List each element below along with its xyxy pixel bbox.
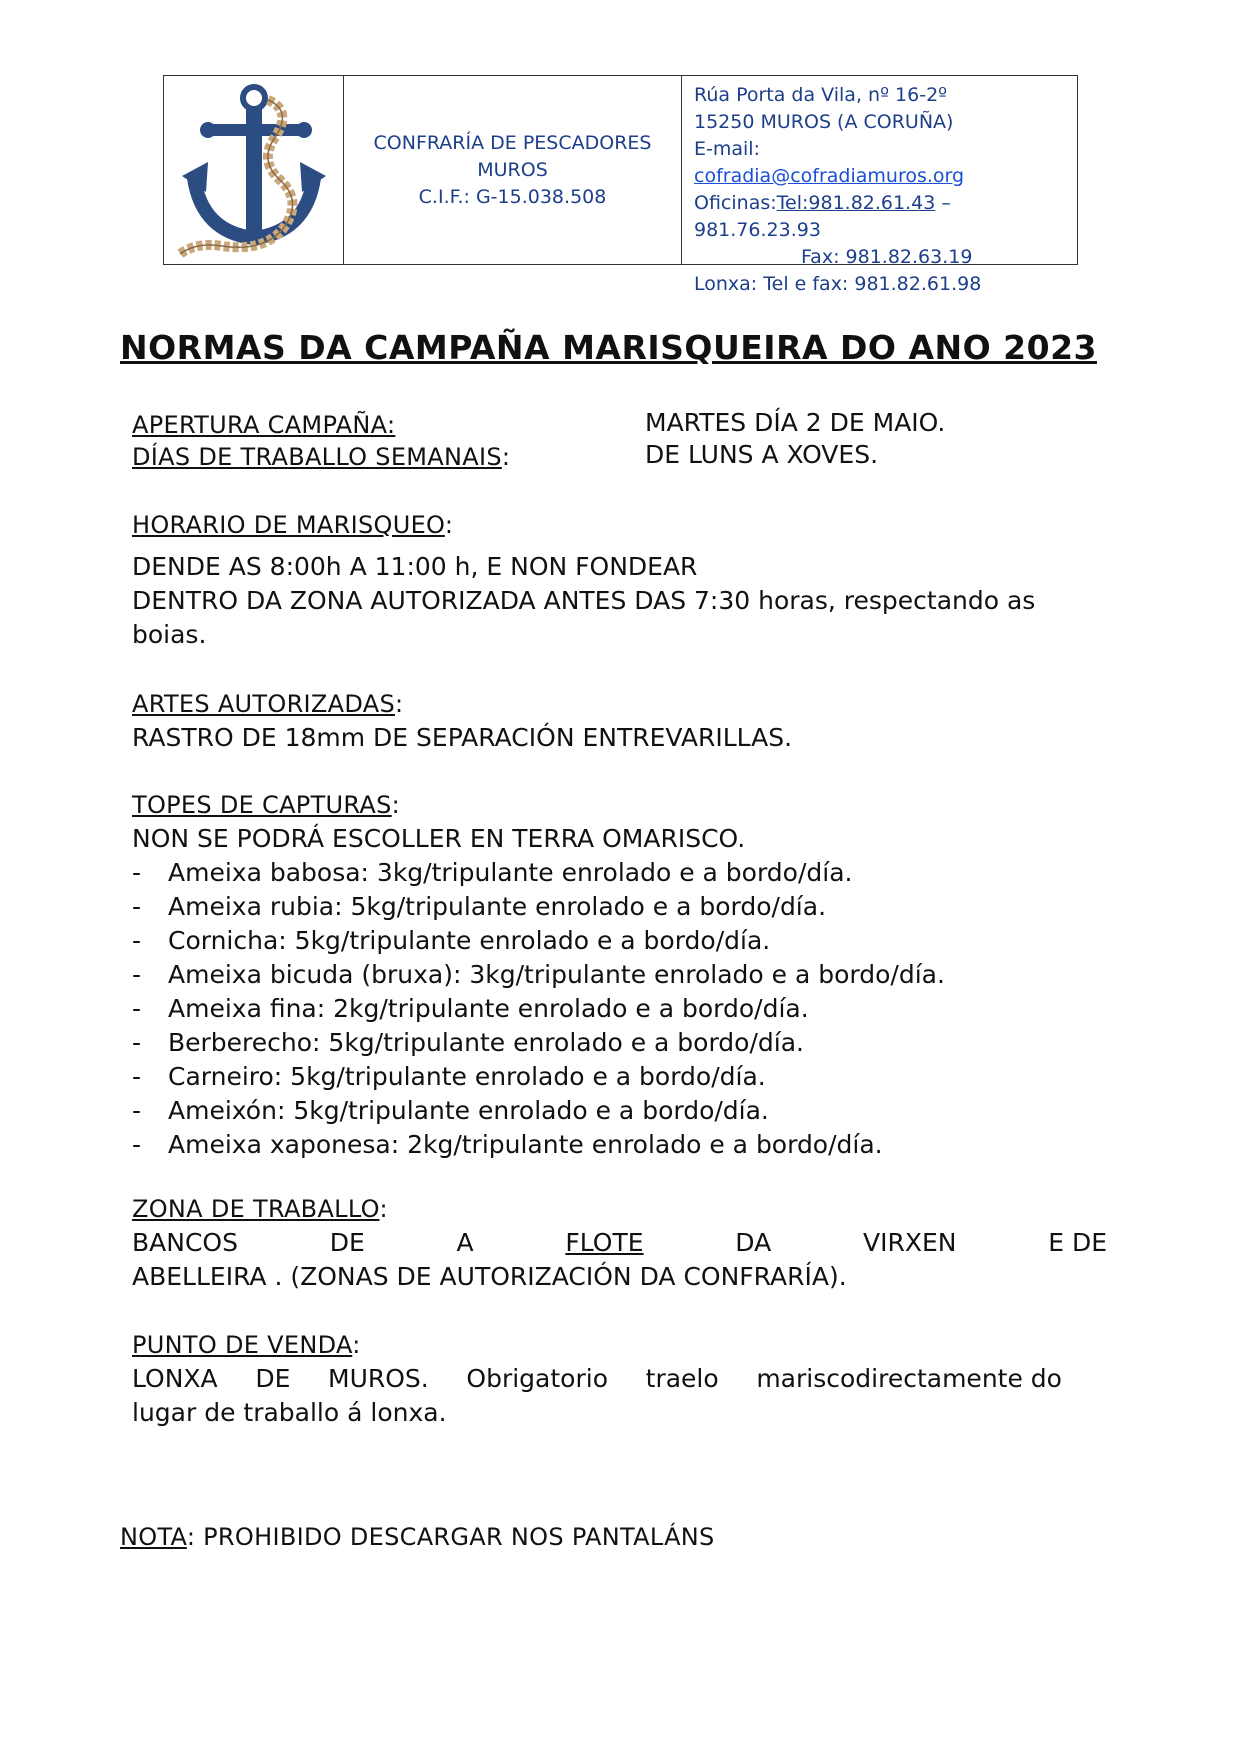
sale-label: PUNTO DE VENDA — [132, 1331, 353, 1359]
schedule-label: HORARIO DE MARISQUEO — [132, 511, 445, 539]
logo-cell — [164, 76, 344, 264]
sale-line-2: lugar de traballo á lonxa. — [132, 1398, 447, 1427]
schedule-line-2: DENTRO DA ZONA AUTORIZADA ANTES DAS 7:30 horas, respectando as — [132, 586, 1036, 615]
catch-limits-list — [132, 856, 945, 1162]
sale-line-1: LONXA DE MUROS. Obrigatorio traelo mariscodirectamente do — [132, 1364, 1062, 1393]
list-item: - Berberecho: 5kg/tripulante enrolado e a bordo/día. — [132, 1028, 804, 1057]
zone-line-1: BANCOS DE A FLOTE DA VIRXEN E DE — [132, 1228, 1107, 1257]
list-item: - Ameixa xaponesa: 2kg/tripulante enrolado e a bordo/día. — [132, 1130, 883, 1159]
workdays-value: DE LUNS A XOVES. — [645, 440, 879, 469]
zone-colon: : — [379, 1195, 388, 1223]
email-link[interactable]: cofradia@cofradiamuros.org — [694, 165, 965, 187]
letterhead-table — [163, 75, 1078, 295]
offices-phones — [694, 190, 1077, 244]
zone-section — [132, 1192, 1107, 1294]
limits-section — [132, 788, 945, 1162]
org-name: CONFRARÍA DE PESCADORES — [373, 131, 652, 154]
address-line-1: Rúa Porta da Vila, nº 16-2º — [694, 84, 948, 106]
workdays-colon: : — [501, 443, 511, 471]
anchor-logo-icon — [172, 80, 336, 260]
schedule-section — [132, 508, 1035, 652]
organization-cell — [344, 76, 682, 264]
note-text: : PROHIBIDO DESCARGAR NOS PANTALÁNS — [186, 1523, 715, 1551]
opening-label: APERTURA CAMPAÑA: — [132, 411, 396, 439]
list-item: - Ameixa fina: 2kg/tripulante enrolado e a bordo/día. — [132, 994, 809, 1023]
gear-label: ARTES AUTORIZADAS — [132, 690, 395, 718]
offices-tel-2: – 981.76.23.93 — [694, 192, 951, 241]
limits-label: TOPES DE CAPTURAS — [132, 791, 392, 819]
fax-number: Fax: 981.82.63.19 — [801, 246, 973, 268]
gear-section — [132, 687, 792, 755]
schedule-line-3: boias. — [132, 620, 207, 649]
note-label: NOTA — [120, 1523, 187, 1551]
limits-intro: NON SE PODRÁ ESCOLLER EN TERRA OMARISCO. — [132, 824, 746, 853]
contact-cell — [682, 76, 1077, 295]
org-town: MUROS — [477, 158, 548, 181]
workdays-label: DÍAS DE TRABALLO SEMANAIS — [132, 443, 502, 471]
org-cif: C.I.F.: G-15.038.508 — [418, 185, 607, 208]
workdays-section — [132, 440, 510, 474]
lonxa-phone: Lonxa: Tel e fax: 981.82.61.98 — [694, 273, 982, 295]
list-item: - Cornicha: 5kg/tripulante enrolado e a bordo/día. — [132, 926, 771, 955]
list-item: - Ameixa rubia: 5kg/tripulante enrolado e a bordo/día. — [132, 892, 827, 921]
zone-label: ZONA DE TRABALLO — [132, 1195, 380, 1223]
gear-value: RASTRO DE 18mm DE SEPARACIÓN ENTREVARILLAS. — [132, 723, 793, 752]
sale-section — [132, 1328, 1062, 1430]
list-item: - Ameixón: 5kg/tripulante enrolado e a bordo/día. — [132, 1096, 769, 1125]
note-section — [120, 1520, 715, 1554]
address-line-2: 15250 MUROS (A CORUÑA) — [694, 111, 954, 133]
opening-value: MARTES DÍA 2 DE MAIO. — [645, 408, 946, 437]
schedule-colon: : — [444, 511, 454, 539]
page-title: NORMAS DA CAMPAÑA MARISQUEIRA DO ANO 2023 — [120, 328, 1098, 367]
sale-colon: : — [352, 1331, 361, 1359]
list-item: - Carneiro: 5kg/tripulante enrolado e a bordo/día. — [132, 1062, 766, 1091]
list-item: - Ameixa babosa: 3kg/tripulante enrolado e a bordo/día. — [132, 858, 853, 887]
list-item: - Ameixa bicuda (bruxa): 3kg/tripulante enrolado e a bordo/día. — [132, 960, 945, 989]
offices-prefix: Oficinas: — [694, 192, 777, 214]
gear-colon: : — [395, 690, 404, 718]
schedule-line-1: DENDE AS 8:00h A 11:00 h, E NON FONDEAR — [132, 552, 698, 581]
zone-line-2: ABELLEIRA . (ZONAS DE AUTORIZACIÓN DA CONFRARÍA). — [132, 1262, 847, 1291]
email-label: E-mail: — [694, 138, 760, 160]
offices-tel: Tel:981.82.61.43 — [776, 192, 936, 214]
opening-section — [132, 408, 395, 442]
limits-colon: : — [391, 791, 401, 819]
